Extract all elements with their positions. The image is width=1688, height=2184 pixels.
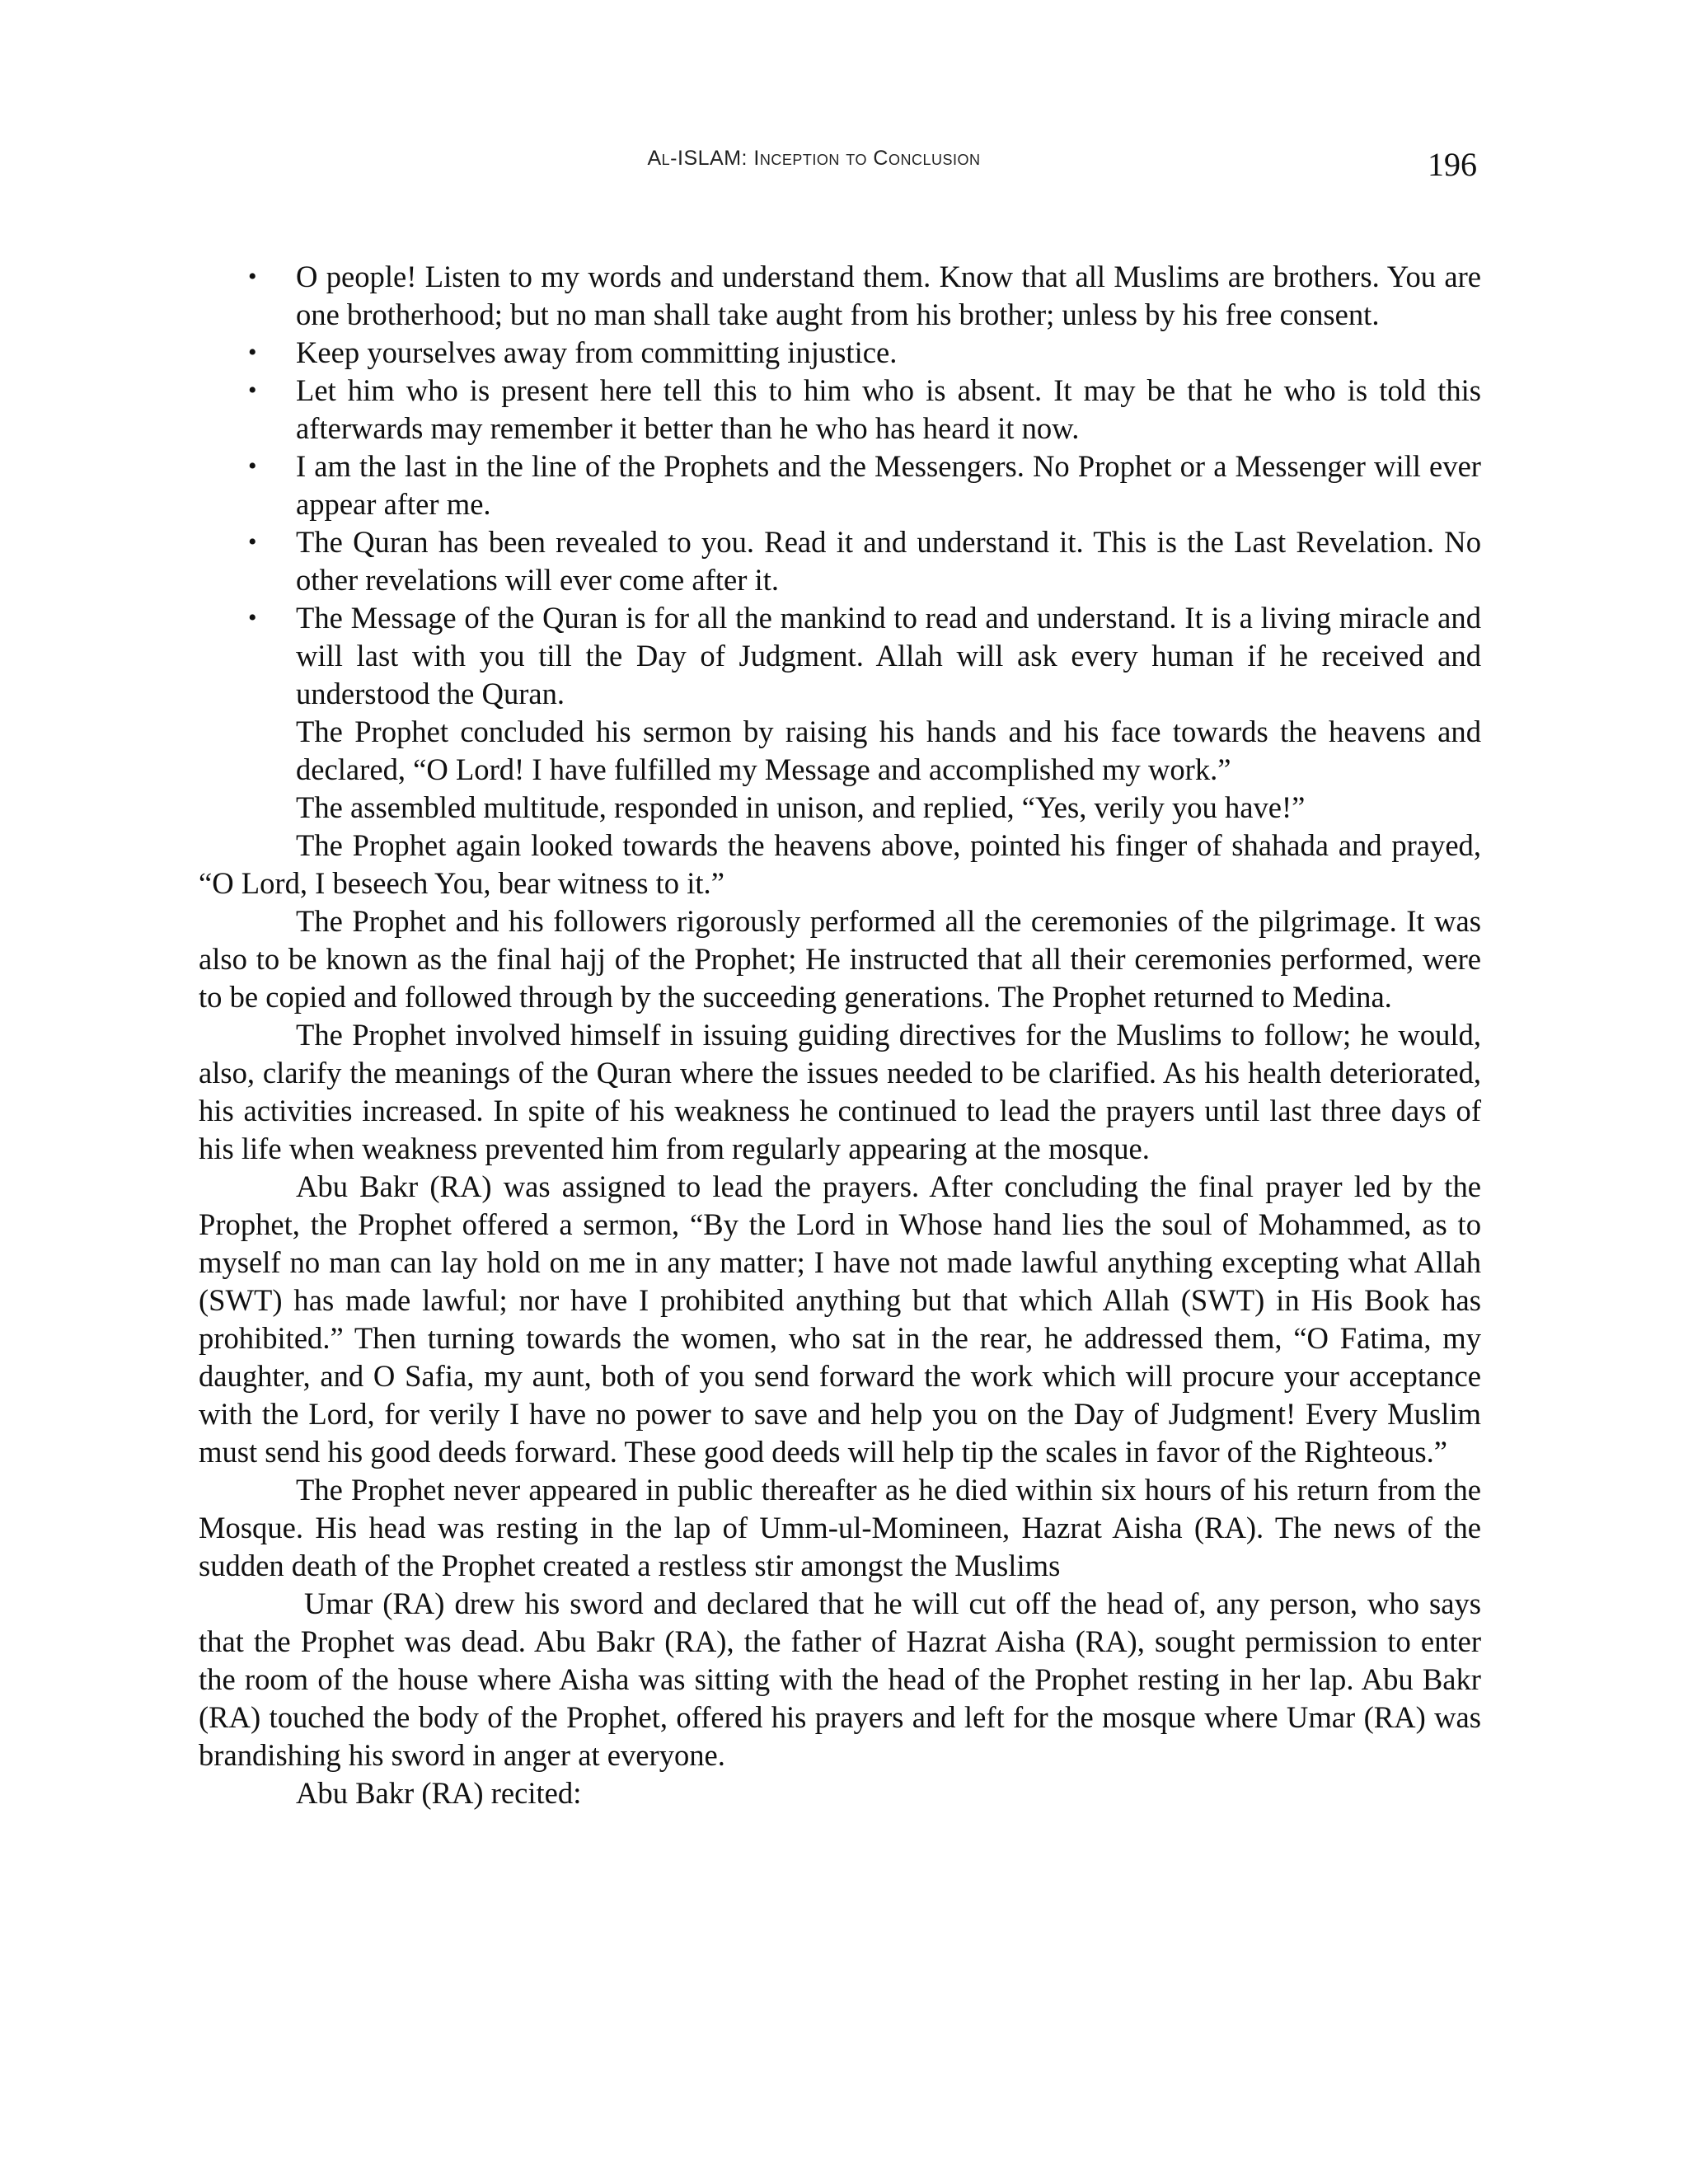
list-item-text: Keep yourselves away from committing injustice. xyxy=(296,335,898,369)
paragraph-final-hajj: The Prophet and his followers rigorously performed all the ceremonies of the pilgrimage. It was also to be known as the final hajj of the Prophet; He instructed that all their ceremonies performed, were to be copied and followed through by the succeeding generations. The Prophet returned to Medina. xyxy=(199,904,1481,1014)
bullet-icon: • xyxy=(248,452,257,480)
list-item xyxy=(199,372,1481,448)
sermon-bullet-list xyxy=(199,258,1481,713)
paragraph-abu-bakr-recited: Abu Bakr (RA) recited: xyxy=(296,1776,582,1810)
list-item-text: The Message of the Quran is for all the mankind to read and understand. It is a living miracle and will last with you till the Day of Judgment. Allah will ask every human if he received and understood the Quran. xyxy=(296,601,1481,710)
paragraph-final-sermon: Abu Bakr (RA) was assigned to lead the prayers. After concluding the final prayer led by the Prophet, the Prophet offered a sermon, “By the Lord in Whose hand lies the soul of Mohammed, as to myself no man can lay hold on me in any matter; I have not made lawful anything excepting what Allah (SWT) has made lawful; nor have I prohibited anything but that which Allah (SWT) in His Book has prohibited.” Then turning towards the women, who sat in the rear, he addressed them, “O Fatima, my daughter, and O Safia, my aunt, both of you send forward the work which will procure your acceptance with the Lord, for verily I have no power to save and help you on the Day of Judgment! Every Muslim must send his good deeds forward. These good deeds will help tip the scales in favor of the Righteous.” xyxy=(199,1169,1481,1469)
paragraph-sermon-conclusion: The Prophet concluded his sermon by raising his hands and his face towards the heavens and declared, “O Lord! I have fulfilled my Message and accomplished my work.” xyxy=(296,715,1481,786)
paragraph-guiding-directives: The Prophet involved himself in issuing guiding directives for the Muslims to follow; he would, also, clarify the meanings of the Quran where the issues needed to be clarified. As his health deteriorated, his activities increased. In spite of his weakness he continued to lead the prayers until last three days of his life when weakness prevented him from regularly appearing at the mosque. xyxy=(199,1018,1481,1165)
list-item-text: O people! Listen to my words and understand them. Know that all Muslims are brothers. You are one brotherhood; but no man shall take aught from his brother; unless by his free consent. xyxy=(296,260,1481,331)
bullet-icon: • xyxy=(248,377,257,404)
paragraph-bear-witness: The Prophet again looked towards the heavens above, pointed his finger of shahada and prayed, “O Lord, I beseech You, bear witness to it.” xyxy=(199,828,1481,900)
list-item xyxy=(199,523,1481,599)
paragraph-death-of-prophet: The Prophet never appeared in public thereafter as he died within six hours of his return from the Mosque. His head was resting in the lap of Umm-ul-Momineen, Hazrat Aisha (RA). The news of the sudden death of the Prophet created a restless stir amongst the Muslims xyxy=(199,1473,1481,1582)
list-item xyxy=(199,334,1481,372)
bullet-icon: • xyxy=(248,528,257,555)
paragraph-multitude-reply: The assembled multitude, responded in unison, and replied, “Yes, verily you have!” xyxy=(296,790,1306,824)
bullet-icon: • xyxy=(248,604,257,631)
list-item-text: Let him who is present here tell this to him who is absent. It may be that he who is told this afterwards may remember it better than he who has heard it now. xyxy=(296,373,1481,445)
list-item xyxy=(199,448,1481,523)
list-item-text: The Quran has been revealed to you. Read it and understand it. This is the Last Revelation. No other revelations will ever come after it. xyxy=(296,525,1481,597)
bullet-icon: • xyxy=(248,263,257,290)
page-number: 196 xyxy=(1428,146,1477,183)
body-text xyxy=(199,258,1481,1812)
running-header: Al-ISLAM: Inception to Conclusion xyxy=(647,147,981,170)
list-item xyxy=(199,258,1481,334)
list-item xyxy=(199,599,1481,713)
list-item-text: I am the last in the line of the Prophets and the Messengers. No Prophet or a Messenger will ever appear after me. xyxy=(296,449,1481,521)
paragraph-umar-and-abu-bakr: Umar (RA) drew his sword and declared that he will cut off the head of, any person, who says that the Prophet was dead. Abu Bakr (RA), the father of Hazrat Aisha (RA), sought permission to enter the room of the house where Aisha was sitting with the head of the Prophet resting in her lap. Abu Bakr (RA) touched the body of the Prophet, offered his prayers and left for the mosque where Umar (RA) was brandishing his sword in anger at everyone. xyxy=(199,1586,1481,1772)
bullet-icon: • xyxy=(248,339,257,366)
